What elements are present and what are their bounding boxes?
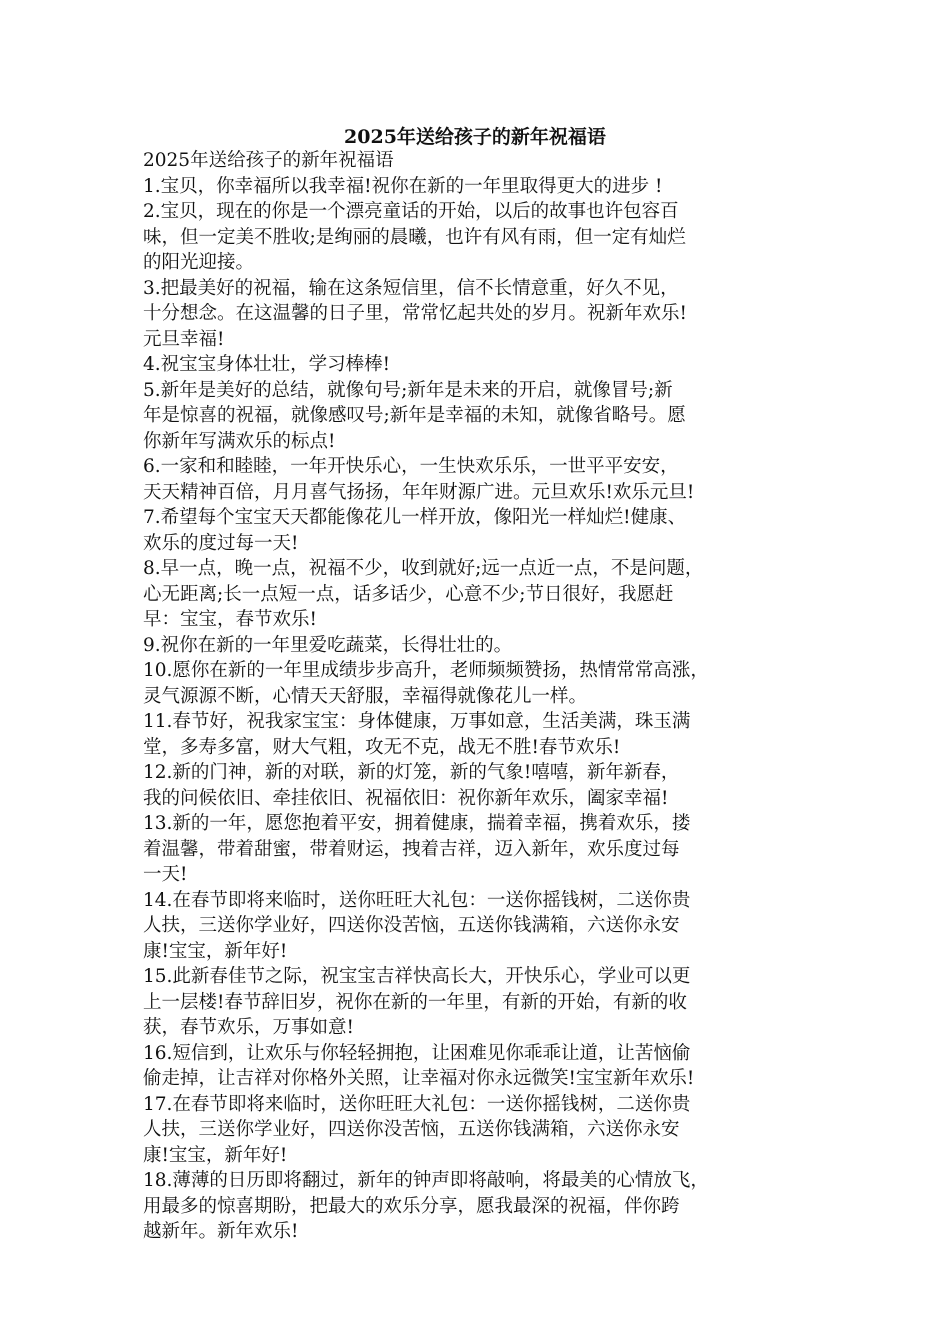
paragraph-line: 一天!: [143, 864, 188, 885]
greeting-paragraph: [143, 1092, 818, 1169]
paragraph-line: 14.在春节即将来临时，送你旺旺大礼包：一送你摇钱树，二送你贵: [143, 889, 691, 911]
paragraph-line: 11.春节好，祝我家宝宝：身体健康，万事如意，生活美满，珠玉满: [143, 711, 691, 732]
paragraph-line: 6.一家和和睦睦，一年开快乐心，一生快欢乐乐，一世平平安安，: [143, 456, 679, 477]
paragraph-line: 年是惊喜的祝福，就像感叹号;新年是幸福的未知，就像省略号。愿: [143, 405, 686, 426]
paragraph-line: 1.宝贝，你幸福所以我幸福!祝你在新的一年里取得更大的进步 !: [143, 175, 663, 197]
greeting-paragraph: [143, 811, 818, 888]
greeting-paragraph: [143, 556, 818, 633]
paragraph-line: 康!宝宝，新年好!: [143, 940, 288, 962]
paragraph-line: 堂，多寿多富，财大气粗，攻无不克，战无不胜!春节欢乐!: [143, 736, 621, 758]
paragraph-line: 10.愿你在新的一年里成绩步步高升，老师频频赞扬，热情常常高涨，: [143, 660, 709, 681]
greeting-paragraph: [143, 276, 818, 353]
greeting-paragraph: [143, 1168, 818, 1245]
document-title: 2025年送给孩子的新年祝福语: [344, 126, 606, 148]
paragraph-list: [143, 174, 818, 1245]
paragraph-line: 十分想念。在这温馨的日子里，常常忆起共处的岁月。祝新年欢乐!: [143, 303, 687, 324]
paragraph-line: 元旦幸福!: [143, 328, 225, 350]
paragraph-line: 3.把最美好的祝福，输在这条短信里，信不长情意重，好久不见，: [143, 277, 679, 299]
greeting-paragraph: [143, 709, 818, 760]
paragraph-line: 你新年写满欢乐的标点!: [143, 430, 336, 452]
paragraph-line: 4.祝宝宝身体壮壮，学习棒棒!: [143, 354, 391, 375]
greeting-paragraph: [143, 199, 818, 276]
paragraph-line: 2.宝贝，现在的你是一个漂亮童话的开始，以后的故事也许包容百: [143, 201, 679, 222]
document-subtitle: 2025年送给孩子的新年祝福语: [143, 150, 394, 171]
greeting-paragraph: [143, 174, 818, 200]
paragraph-line: 18.薄薄的日历即将翻过，新年的钟声即将敲响，将最美的心情放飞，: [143, 1170, 709, 1191]
paragraph-line: 12.新的门神，新的对联，新的灯笼，新的气象!嘻嘻，新年新春，: [143, 762, 680, 783]
greeting-paragraph: [143, 964, 818, 1041]
paragraph-line: 9.祝你在新的一年里爱吃蔬菜，长得壮壮的。: [143, 634, 513, 656]
paragraph-line: 的阳光迎接。: [143, 252, 255, 273]
paragraph-line: 灵气源源不断，心情天天舒服，幸福得就像花儿一样。: [143, 685, 588, 707]
paragraph-line: 上一层楼!春节辞旧岁，祝你在新的一年里，有新的开始，有新的收: [143, 991, 687, 1013]
greeting-paragraph: [143, 505, 818, 556]
greeting-paragraph: [143, 760, 818, 811]
paragraph-line: 人扶，三送你学业好，四送你没苦恼，五送你钱满箱，六送你永安: [143, 1119, 680, 1140]
paragraph-line: 欢乐的度过每一天!: [143, 532, 299, 554]
paragraph-line: 获，春节欢乐，万事如意!: [143, 1017, 354, 1038]
greeting-paragraph: [143, 633, 818, 659]
greeting-paragraph: [143, 352, 818, 378]
paragraph-line: 15.此新春佳节之际，祝宝宝吉祥快高长大，开快乐心，学业可以更: [143, 966, 691, 987]
paragraph-line: 偷走掉，让吉祥对你格外关照，让幸福对你永远微笑!宝宝新年欢乐!: [143, 1068, 695, 1089]
greeting-paragraph: [143, 658, 818, 709]
paragraph-line: 天天精神百倍，月月喜气扬扬，年年财源广进。元旦欢乐!欢乐元旦!: [143, 481, 695, 503]
paragraph-line: 用最多的惊喜期盼，把最大的欢乐分享，愿我最深的祝福，伴你跨: [143, 1195, 680, 1217]
paragraph-line: 16.短信到，让欢乐与你轻轻拥抱，让困难见你乖乖让道，让苦恼偷: [143, 1042, 691, 1064]
greeting-paragraph: [143, 1041, 818, 1092]
paragraph-line: 着温馨，带着甜蜜，带着财运，拽着吉祥，迈入新年，欢乐度过每: [143, 838, 680, 860]
paragraph-line: 5.新年是美好的总结，就像句号;新年是未来的开启，就像冒号;新: [143, 379, 673, 401]
greeting-paragraph: [143, 888, 818, 965]
paragraph-line: 味，但一定美不胜收;是绚丽的晨曦，也许有风有雨，但一定有灿烂: [143, 226, 686, 248]
paragraph-line: 13.新的一年，愿您抱着平安，拥着健康，揣着幸福，携着欢乐，搂: [143, 813, 691, 834]
greeting-paragraph: [143, 454, 818, 505]
paragraph-line: 8.早一点，晚一点，祝福不少，收到就好;远一点近一点，不是问题，: [143, 558, 704, 579]
paragraph-line: 早：宝宝，春节欢乐!: [143, 609, 317, 630]
paragraph-line: 7.希望每个宝宝天天都能像花儿一样开放，像阳光一样灿烂!健康、: [143, 507, 687, 528]
paragraph-line: 心无距离;长一点短一点，话多话少，心意不少;节日很好，我愿赶: [143, 583, 674, 605]
greeting-paragraph: [143, 378, 818, 455]
paragraph-line: 越新年。新年欢乐!: [143, 1221, 299, 1242]
paragraph-line: 人扶，三送你学业好，四送你没苦恼，五送你钱满箱，六送你永安: [143, 915, 680, 936]
paragraph-line: 17.在春节即将来临时，送你旺旺大礼包：一送你摇钱树，二送你贵: [143, 1093, 691, 1115]
document-body: [143, 148, 818, 1245]
paragraph-line: 康!宝宝，新年好!: [143, 1144, 288, 1166]
paragraph-line: 我的问候依旧、牵挂依旧、祝福依旧：祝你新年欢乐，阖家幸福!: [143, 787, 669, 809]
